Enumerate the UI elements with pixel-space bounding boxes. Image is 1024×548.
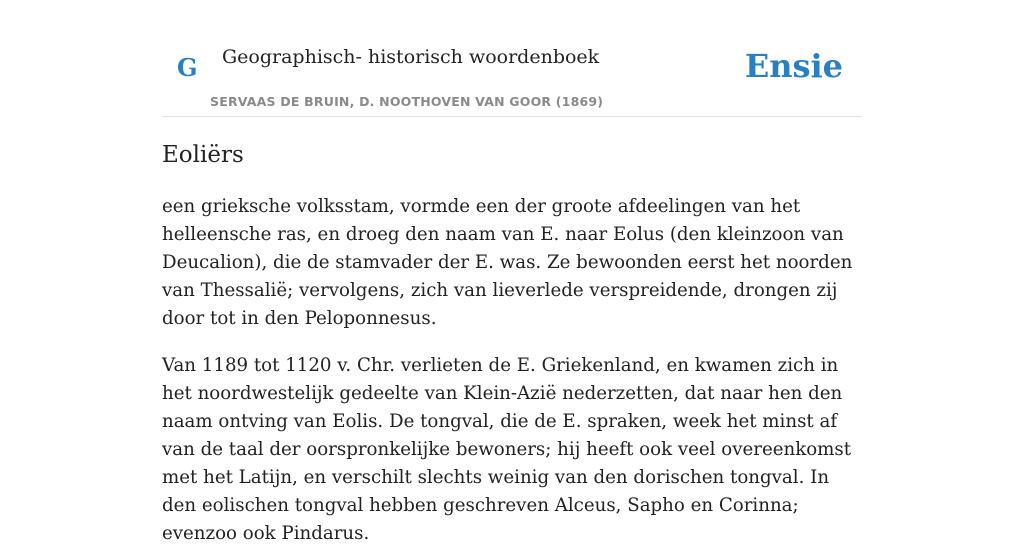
entry-body — [162, 193, 862, 548]
ensie-logo-link[interactable]: Ensie — [744, 47, 843, 85]
dictionary-author: SERVAAS DE BRUIN, D. NOOTHOVEN VAN GOOR (1869) — [210, 94, 604, 109]
entry-paragraph: Van 1189 tot 1120 v. Chr. verlieten de E. Griekenland, en kwamen zich in het noordwestelijk gedeelte van Klein-Azië nederzetten, dat naar hen den naam ontving van Eolis. De tongval, die de E. spraken, week het minst af van de taal der oorspronkelijke bewoners; hij heeft ook veel overeenkomst met het Latijn, en verschilt slechts weinig van den dorischen tongval. In den eolischen tongval hebben geschreven Alceus, Sapho en Corinna; evenzoo ook Pindarus. — [162, 355, 852, 544]
dictionary-title-link[interactable]: Geographisch- historisch woordenboek — [222, 46, 600, 68]
entry-title: Eoliërs — [162, 142, 244, 168]
entry-paragraph: een grieksche volksstam, vormde een der groote afdeelingen van het helleensche ras, en droeg den naam van E. naar Eolus (den kleinzoon van Deucalion), die de stamvader der E. was. Ze bewoonden eerst het noorden van Thessalië; vervolgens, zich van lieverlede verspreidende, drongen zij door tot in den Peloponnesus. — [162, 196, 853, 329]
dictionary-header — [162, 0, 862, 117]
entry — [162, 140, 862, 548]
dictionary-logo-icon[interactable]: G — [177, 53, 198, 82]
